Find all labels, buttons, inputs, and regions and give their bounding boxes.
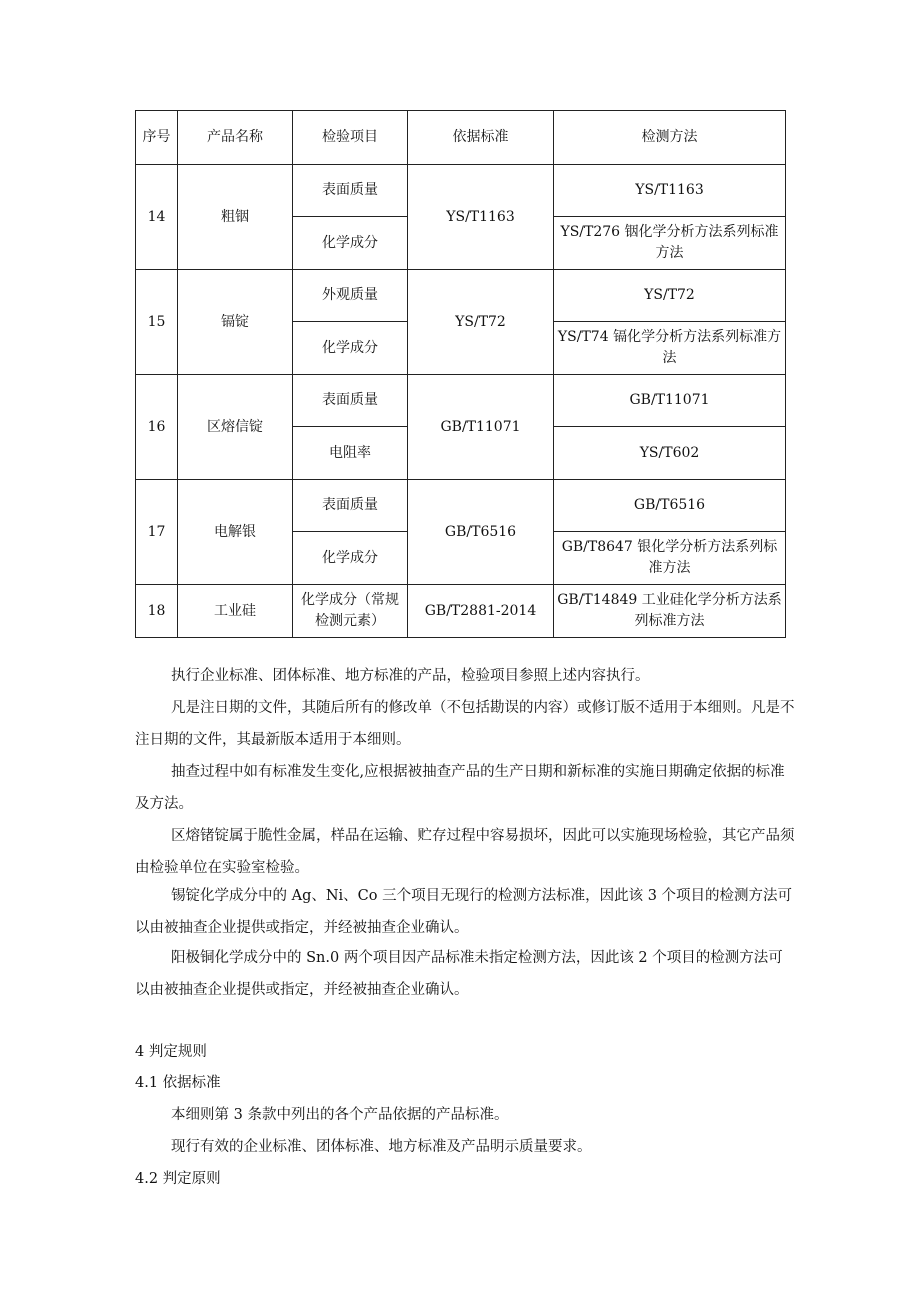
cell-seq: 18 (136, 585, 178, 638)
cell-method: YS/T1163 (554, 165, 786, 217)
inspection-table (135, 110, 786, 638)
cell-item: 化学成分 (293, 322, 408, 375)
table-header-row (136, 111, 786, 165)
header-seq: 序号 (136, 111, 178, 165)
table-row (136, 270, 786, 322)
cell-method: YS/T72 (554, 270, 786, 322)
cell-product: 区熔信锭 (178, 375, 293, 480)
cell-method: YS/T602 (554, 427, 786, 480)
cell-item: 表面质量 (293, 165, 408, 217)
cell-product: 镉锭 (178, 270, 293, 375)
paragraph: 区熔锗锭属于脆性金属，样品在运输、贮存过程中容易损坏，因此可以实施现场检验，其它产品须由检验单位在实验室检验。 (135, 828, 795, 876)
cell-product: 粗铟 (178, 165, 293, 270)
cell-item: 表面质量 (293, 480, 408, 532)
cell-item: 化学成分 (293, 532, 408, 585)
cell-item: 化学成分 (293, 217, 408, 270)
cell-seq: 17 (136, 480, 178, 585)
table-row (136, 585, 786, 638)
body-line: 现行有效的企业标准、团体标准、地方标准及产品明示质量要求。 (171, 1139, 592, 1155)
cell-method: GB/T14849 工业硅化学分析方法系列标准方法 (554, 585, 786, 638)
cell-seq: 15 (136, 270, 178, 375)
paragraph: 阳极铜化学成分中的 Sn.0 两个项目因产品标准未指定检测方法，因此该 2 个项目的检测方法可以由被抽查企业提供或指定，并经被抽查企业确认。 (135, 950, 783, 998)
cell-standard: GB/T11071 (408, 375, 554, 480)
cell-standard: GB/T2881-2014 (408, 585, 554, 638)
header-item: 检验项目 (293, 111, 408, 165)
cell-standard: GB/T6516 (408, 480, 554, 585)
table-row (136, 480, 786, 532)
body-line: 本细则第 3 条款中列出的各个产品依据的产品标准。 (171, 1107, 509, 1123)
cell-standard: YS/T72 (408, 270, 554, 375)
cell-method: YS/T276 铟化学分析方法系列标准方法 (554, 217, 786, 270)
cell-seq: 16 (136, 375, 178, 480)
paragraph: 抽查过程中如有标准发生变化,应根据被抽查产品的生产日期和新标准的实施日期确定依据的标准及方法。 (135, 764, 785, 812)
header-standard: 依据标准 (408, 111, 554, 165)
paragraph: 凡是注日期的文件，其随后所有的修改单（不包括勘误的内容）或修订版不适用于本细则。凡是不注日期的文件，其最新版本适用于本细则。 (135, 700, 795, 748)
subsection-heading: 4.1 依据标准 (135, 1075, 221, 1091)
header-method: 检测方法 (554, 111, 786, 165)
table-row (136, 375, 786, 427)
cell-item: 外观质量 (293, 270, 408, 322)
cell-seq: 14 (136, 165, 178, 270)
header-product: 产品名称 (178, 111, 293, 165)
table-row (136, 165, 786, 217)
cell-method: GB/T8647 银化学分析方法系列标准方法 (554, 532, 786, 585)
cell-product: 电解银 (178, 480, 293, 585)
cell-standard: YS/T1163 (408, 165, 554, 270)
paragraph: 锡锭化学成分中的 Ag、Ni、Co 三个项目无现行的检测方法标准，因此该 3 个项目的检测方法可以由被抽查企业提供或指定，并经被抽查企业确认。 (135, 888, 793, 936)
subsection-heading: 4.2 判定原则 (135, 1171, 221, 1187)
cell-method: YS/T74 镉化学分析方法系列标准方法 (554, 322, 786, 375)
cell-product: 工业硅 (178, 585, 293, 638)
cell-item: 化学成分（常规检测元素） (293, 585, 408, 638)
paragraph: 执行企业标准、团体标准、地方标准的产品，检验项目参照上述内容执行。 (171, 668, 650, 684)
cell-method: GB/T6516 (554, 480, 786, 532)
cell-item: 表面质量 (293, 375, 408, 427)
cell-method: GB/T11071 (554, 375, 786, 427)
cell-item: 电阻率 (293, 427, 408, 480)
section-heading: 4 判定规则 (135, 1044, 207, 1060)
